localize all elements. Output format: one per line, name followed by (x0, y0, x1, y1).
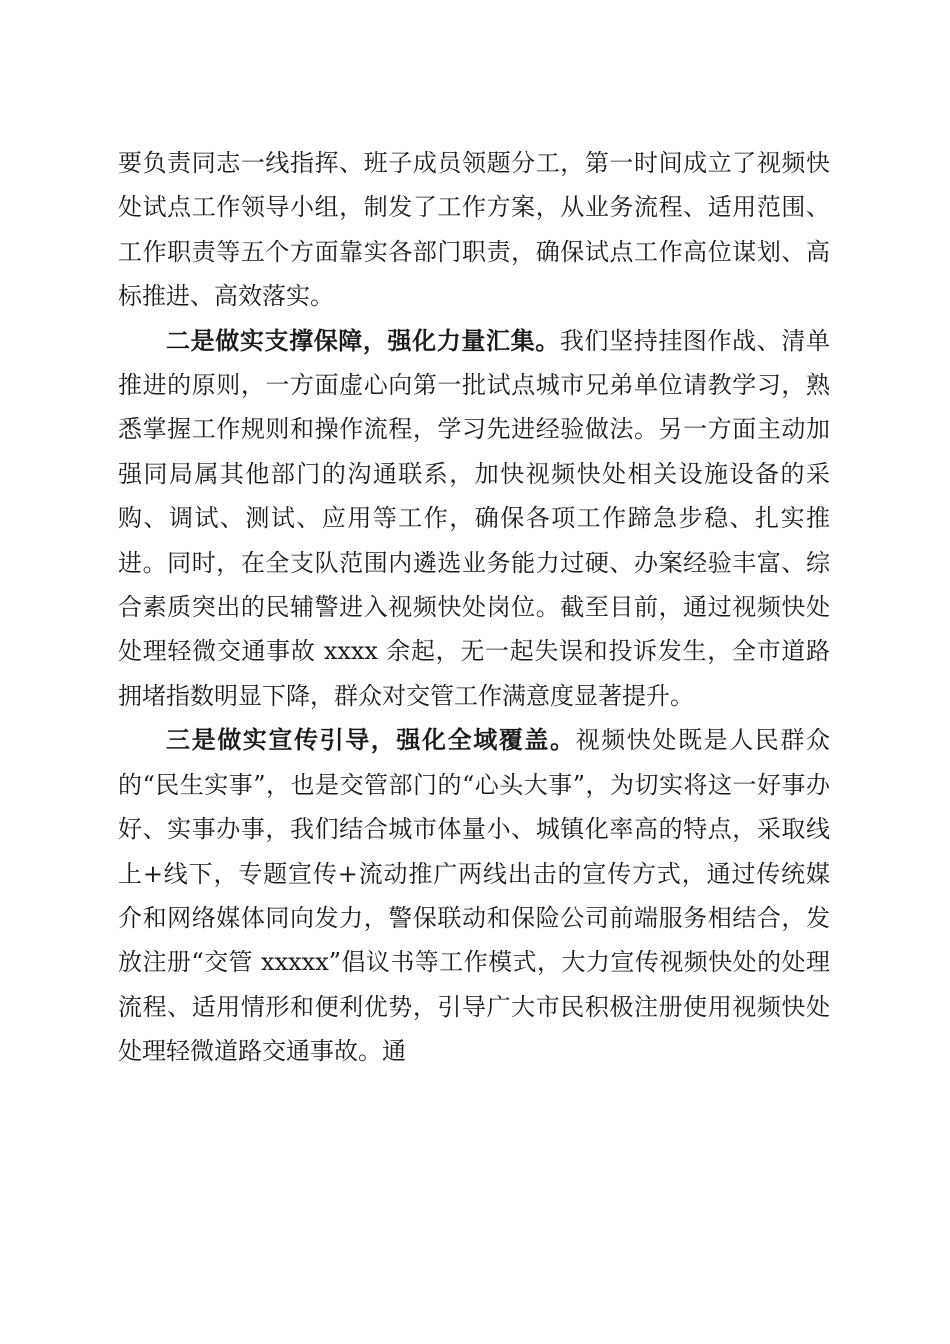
paragraph-1-text: 要负责同志一线指挥、班子成员领题分工，第一时间成立了视频快处试点工作领导小组，制发了工作方案，从业务流程、适用范围、工作职责等五个方面靠实各部门职责，确保试点工作高位谋划、高标推进、高效落实。 (118, 149, 830, 311)
paragraph-2 (118, 319, 830, 719)
document-body (118, 141, 830, 1074)
paragraph-3-lead: 三是做实宣传引导，强化全域覆盖。 (166, 725, 576, 755)
paragraph-3 (118, 718, 830, 1073)
paragraph-2-lead: 二是做实支撑保障，强化力量汇集。 (166, 325, 560, 355)
paragraph-1 (118, 141, 830, 319)
paragraph-3-text: 视频快处既是人民群众的“民生实事”，也是交管部门的“心头大事”，为切实将这一好事办好、实事办事，我们结合城市体量小、城镇化率高的特点，采取线上+线下，专题宣传+流动推广两线出击的宣传方式，通过传统媒介和网络媒体同向发力，警保联动和保险公司前端服务相结合，发放注册“交管 xxxxx”倡议书等工作模式，大力宣传视频快处的处理流程、适用情形和便利优势，引导广大市民积极注册使用视频快处处理轻微道路交通事故。通 (118, 726, 831, 1066)
paragraph-2-text: 我们坚持挂图作战、清单推进的原则，一方面虚心向第一批试点城市兄弟单位请教学习，熟悉掌握工作规则和操作流程，学习先进经验做法。另一方面主动加强同局属其他部门的沟通联系，加快视频快处相关设施设备的采购、调试、测试、应用等工作，确保各项工作蹄急步稳、扎实推进。同时，在全支队范围内遴选业务能力过硬、办案经验丰富、综合素质突出的民辅警进入视频快处岗位。截至目前，通过视频快处处理轻微交通事故 xxxx 余起，无一起失误和投诉发生，全市道路拥堵指数明显下降，群众对交管工作满意度显著提升。 (118, 326, 831, 710)
